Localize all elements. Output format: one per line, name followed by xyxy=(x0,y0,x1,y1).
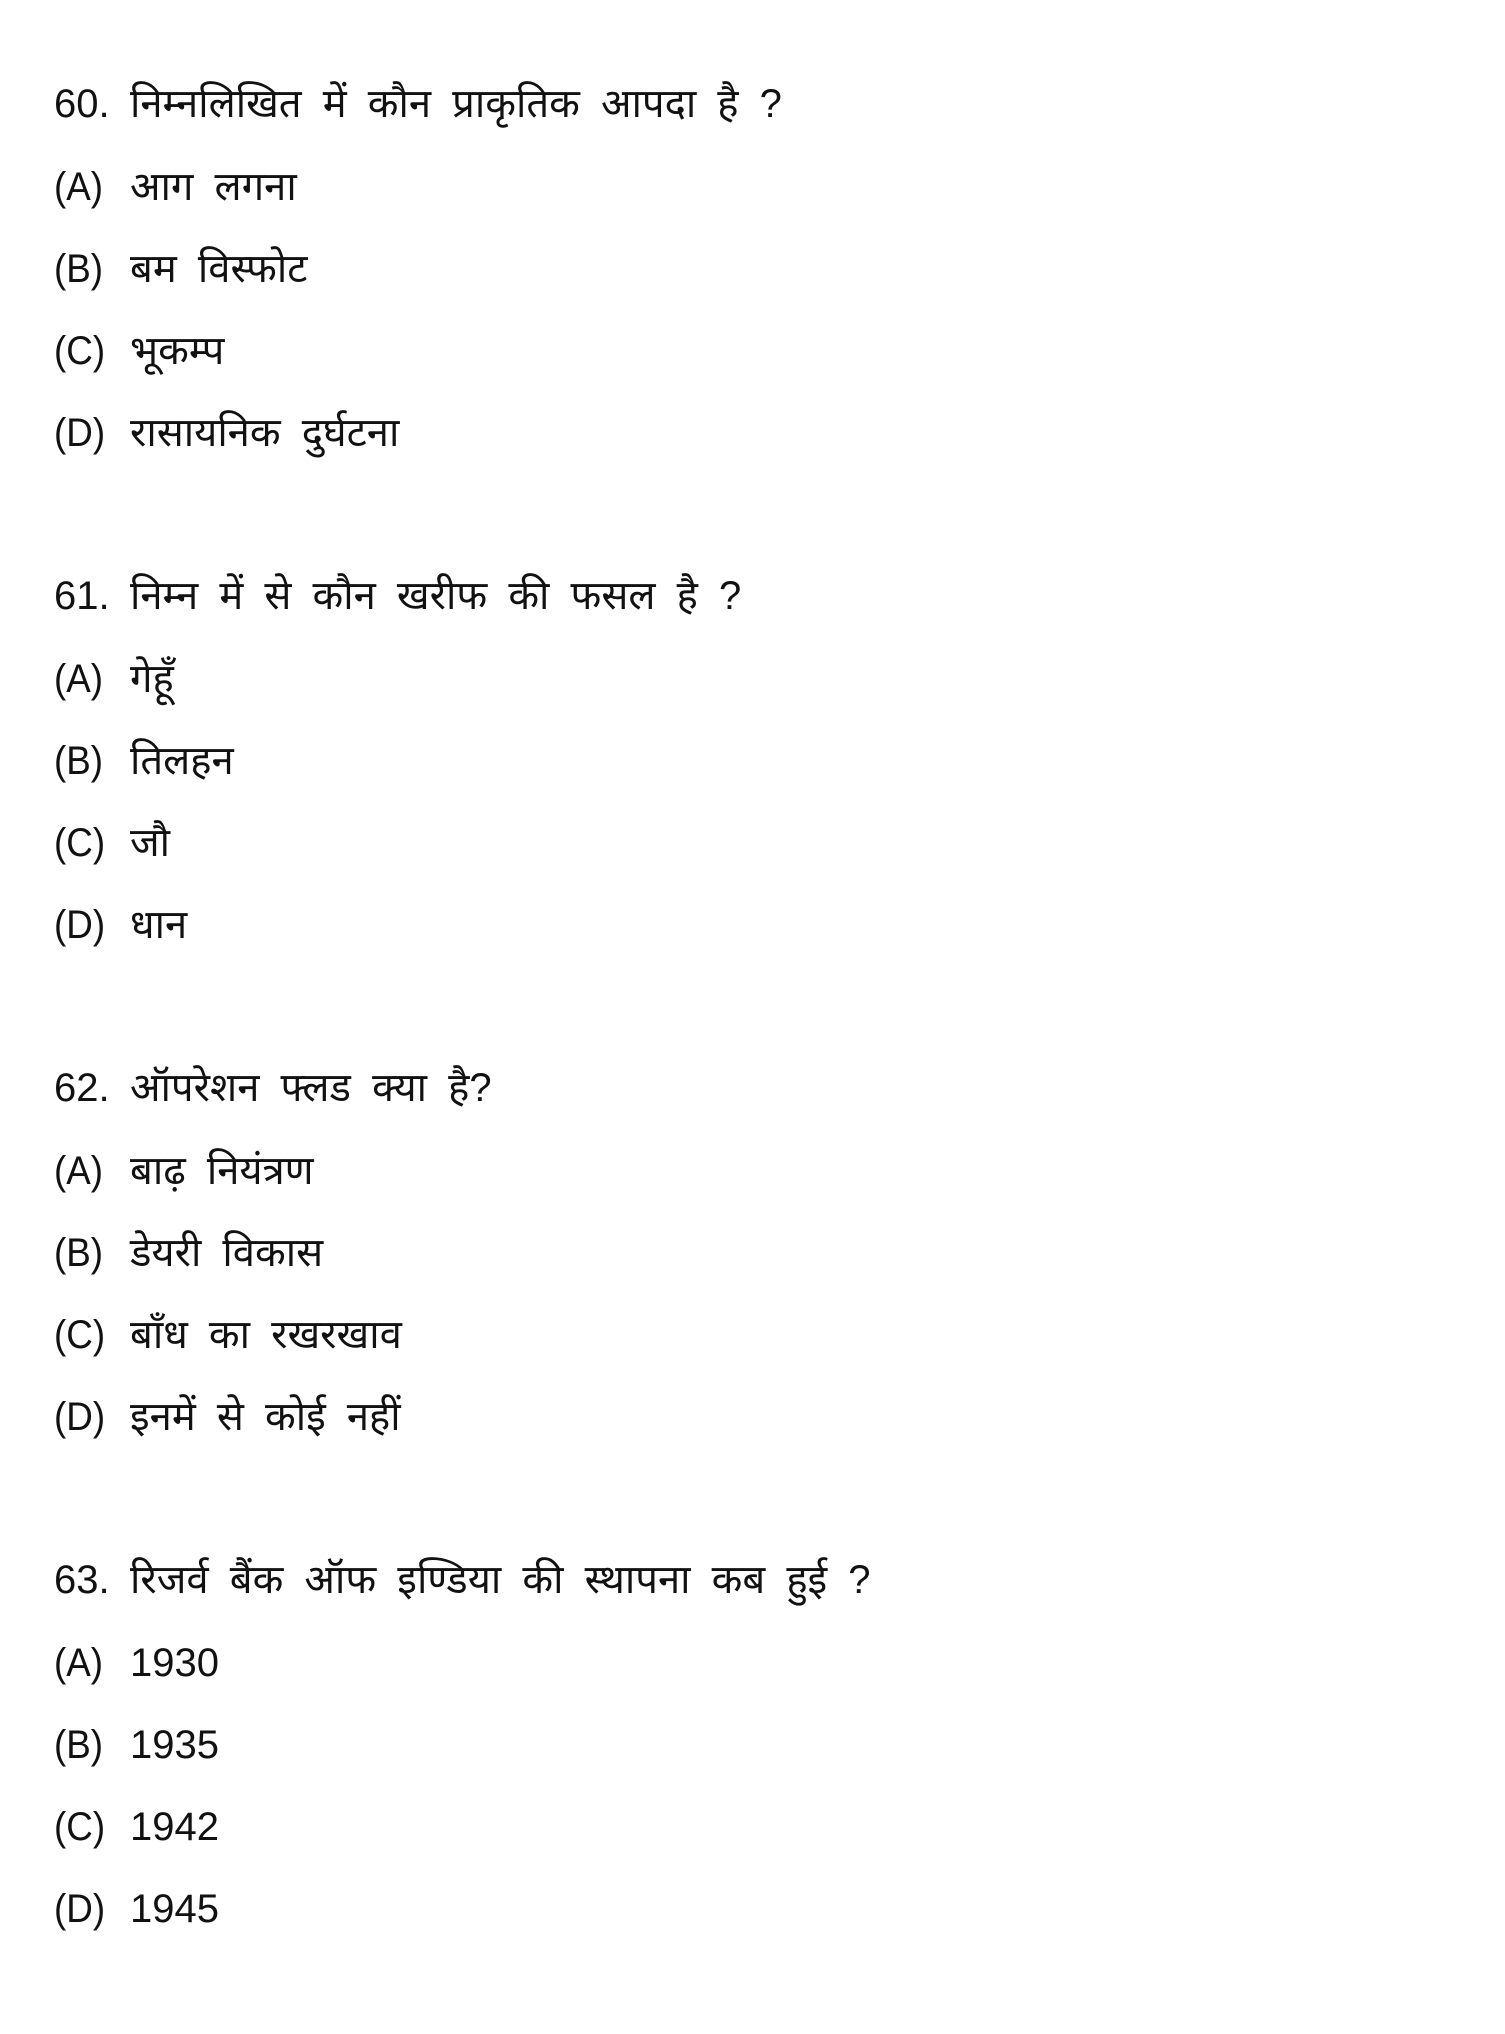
option-text: 1935 xyxy=(130,1723,219,1767)
option-text: रासायनिक दुर्घटना xyxy=(130,411,400,455)
option-text: इनमें से कोई नहीं xyxy=(130,1395,401,1439)
option-label: (C) xyxy=(54,1313,106,1357)
option-label: (C) xyxy=(54,821,106,865)
option-text: जौ xyxy=(130,821,171,865)
question-line xyxy=(54,76,782,132)
option-label: (C) xyxy=(54,329,106,373)
option-text: आग लगना xyxy=(130,165,297,209)
option-label: (A) xyxy=(54,1149,104,1193)
option-d xyxy=(54,405,399,461)
option-label: (D) xyxy=(54,411,106,455)
option-text: 1930 xyxy=(130,1641,219,1685)
option-label: (C) xyxy=(54,1805,106,1849)
option-b xyxy=(54,241,307,297)
option-text: 1945 xyxy=(130,1887,219,1931)
option-label: (A) xyxy=(54,165,104,209)
option-label: (B) xyxy=(54,739,104,783)
option-a xyxy=(54,651,174,707)
question-text: रिजर्व बैंक ऑफ इण्डिया की स्थापना कब हुई ? xyxy=(130,1558,871,1602)
option-text: बाढ़ नियंत्रण xyxy=(130,1149,314,1193)
option-label: (D) xyxy=(54,903,106,947)
option-label: (A) xyxy=(54,1641,104,1685)
option-b xyxy=(54,1717,219,1773)
option-text: गेहूँ xyxy=(130,657,174,701)
option-d xyxy=(54,897,187,953)
option-text: तिलहन xyxy=(130,739,234,783)
option-label: (B) xyxy=(54,1723,104,1767)
question-text: ऑपरेशन फ्लड क्या है? xyxy=(130,1066,492,1110)
option-label: (A) xyxy=(54,657,104,701)
option-d xyxy=(54,1881,219,1937)
option-label: (B) xyxy=(54,247,104,291)
option-label: (D) xyxy=(54,1887,106,1931)
question-number: 61. xyxy=(54,574,110,618)
option-a xyxy=(54,1143,314,1199)
option-a xyxy=(54,1635,219,1691)
option-a xyxy=(54,159,297,215)
option-c xyxy=(54,1307,402,1363)
question-line xyxy=(54,1552,871,1608)
option-text: भूकम्प xyxy=(130,329,225,373)
option-text: डेयरी विकास xyxy=(130,1231,324,1275)
option-label: (D) xyxy=(54,1395,106,1439)
option-b xyxy=(54,733,234,789)
option-c xyxy=(54,1799,219,1855)
question-number: 63. xyxy=(54,1558,110,1602)
option-label: (B) xyxy=(54,1231,104,1275)
question-line xyxy=(54,1060,492,1116)
option-b xyxy=(54,1225,323,1281)
question-number: 60. xyxy=(54,82,110,126)
option-text: 1942 xyxy=(130,1805,219,1849)
option-text: बम विस्फोट xyxy=(130,247,308,291)
option-text: धान xyxy=(130,903,188,947)
question-text: निम्न में से कौन खरीफ की फसल है ? xyxy=(130,574,742,618)
question-number: 62. xyxy=(54,1066,110,1110)
option-c xyxy=(54,323,224,379)
question-text: निम्नलिखित में कौन प्राकृतिक आपदा है ? xyxy=(130,82,782,126)
option-text: बाँध का रखरखाव xyxy=(130,1313,402,1357)
question-line xyxy=(54,568,741,624)
option-c xyxy=(54,815,170,871)
option-d xyxy=(54,1389,401,1445)
